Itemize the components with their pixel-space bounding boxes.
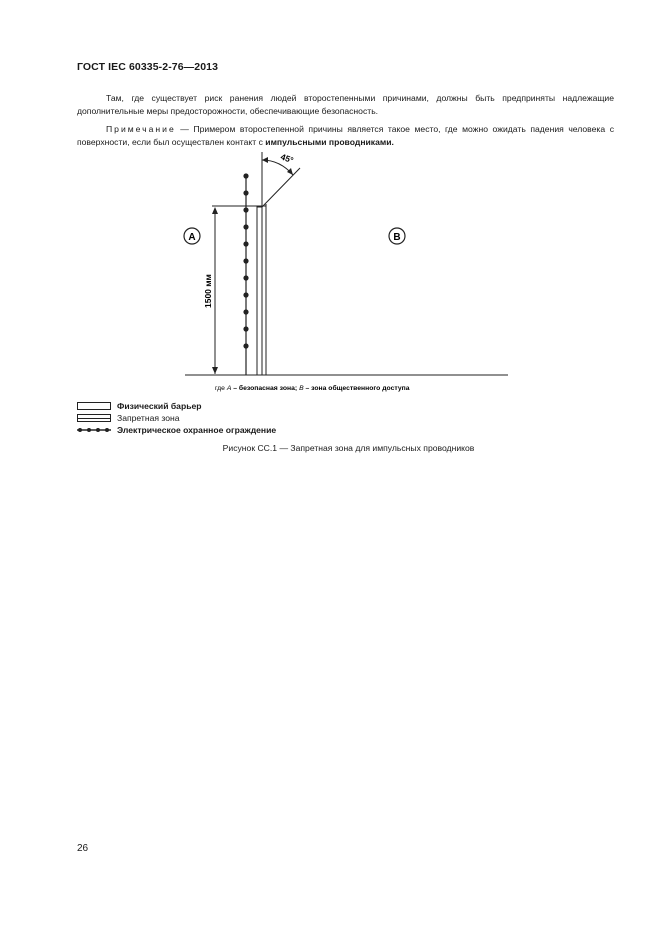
legend-forbidden-zone-label: Запретная зона <box>117 413 180 423</box>
height-label: 1500 мм <box>203 274 213 308</box>
legend <box>77 400 276 436</box>
zone-a-label: A <box>188 232 196 243</box>
fence-insulator <box>243 326 248 331</box>
fence-insulator <box>243 190 248 195</box>
note-bold-term: импульсными проводниками. <box>265 136 394 147</box>
note-text: — Примером второстепенной причины является такое место, где можно ожидать падения человека с поверхности, если был осуществлен контакт с <box>77 124 614 147</box>
barrier-swatch <box>77 402 111 410</box>
paragraph-risk: Там, где существует риск ранения людей второстепенными причинами, должны быть предприняты надлежащие дополнительные меры предосторожности, обеспечивающие безопасность. <box>77 93 614 116</box>
angle-line <box>262 168 300 207</box>
height-arrow-top <box>212 207 218 214</box>
fence-insulator <box>243 275 248 280</box>
figure-caption <box>0 443 661 453</box>
figure-caption-text: Рисунок СС.1 — Запретная зона для импульсных проводников <box>222 443 475 453</box>
page-number: 26 <box>77 843 89 854</box>
angle-label: 45° <box>279 151 295 166</box>
fence-insulator <box>243 258 248 263</box>
zone-b-label: B <box>393 232 401 243</box>
zone-description: где A – безопасная зона; B – зона общественного доступа <box>215 385 410 392</box>
forbidden-zone-swatch <box>77 414 111 422</box>
fence-insulator <box>243 173 248 178</box>
note-paragraph <box>77 123 614 148</box>
fence-insulator <box>243 241 248 246</box>
height-arrow-bottom <box>212 367 218 374</box>
legend-fence-label: Электрическое охранное ограждение <box>117 425 277 435</box>
forbidden-zone-diagram <box>170 148 520 398</box>
document-header: ГОСТ IEC 60335-2-76—2013 <box>77 61 219 73</box>
angle-arrow-left <box>262 157 268 163</box>
physical-barrier <box>257 207 262 375</box>
angle-arrow-right <box>287 168 293 175</box>
note-label: Примечание <box>106 124 176 134</box>
fence-insulator <box>243 224 248 229</box>
legend-fence <box>77 424 276 436</box>
legend-barrier <box>77 400 276 412</box>
fence-insulator <box>243 309 248 314</box>
fence-insulator <box>243 292 248 297</box>
legend-forbidden-zone <box>77 412 276 424</box>
legend-barrier-label: Физический барьер <box>117 401 202 411</box>
fence-swatch <box>77 426 111 434</box>
fence-insulator <box>243 343 248 348</box>
fence-insulator <box>243 207 248 212</box>
